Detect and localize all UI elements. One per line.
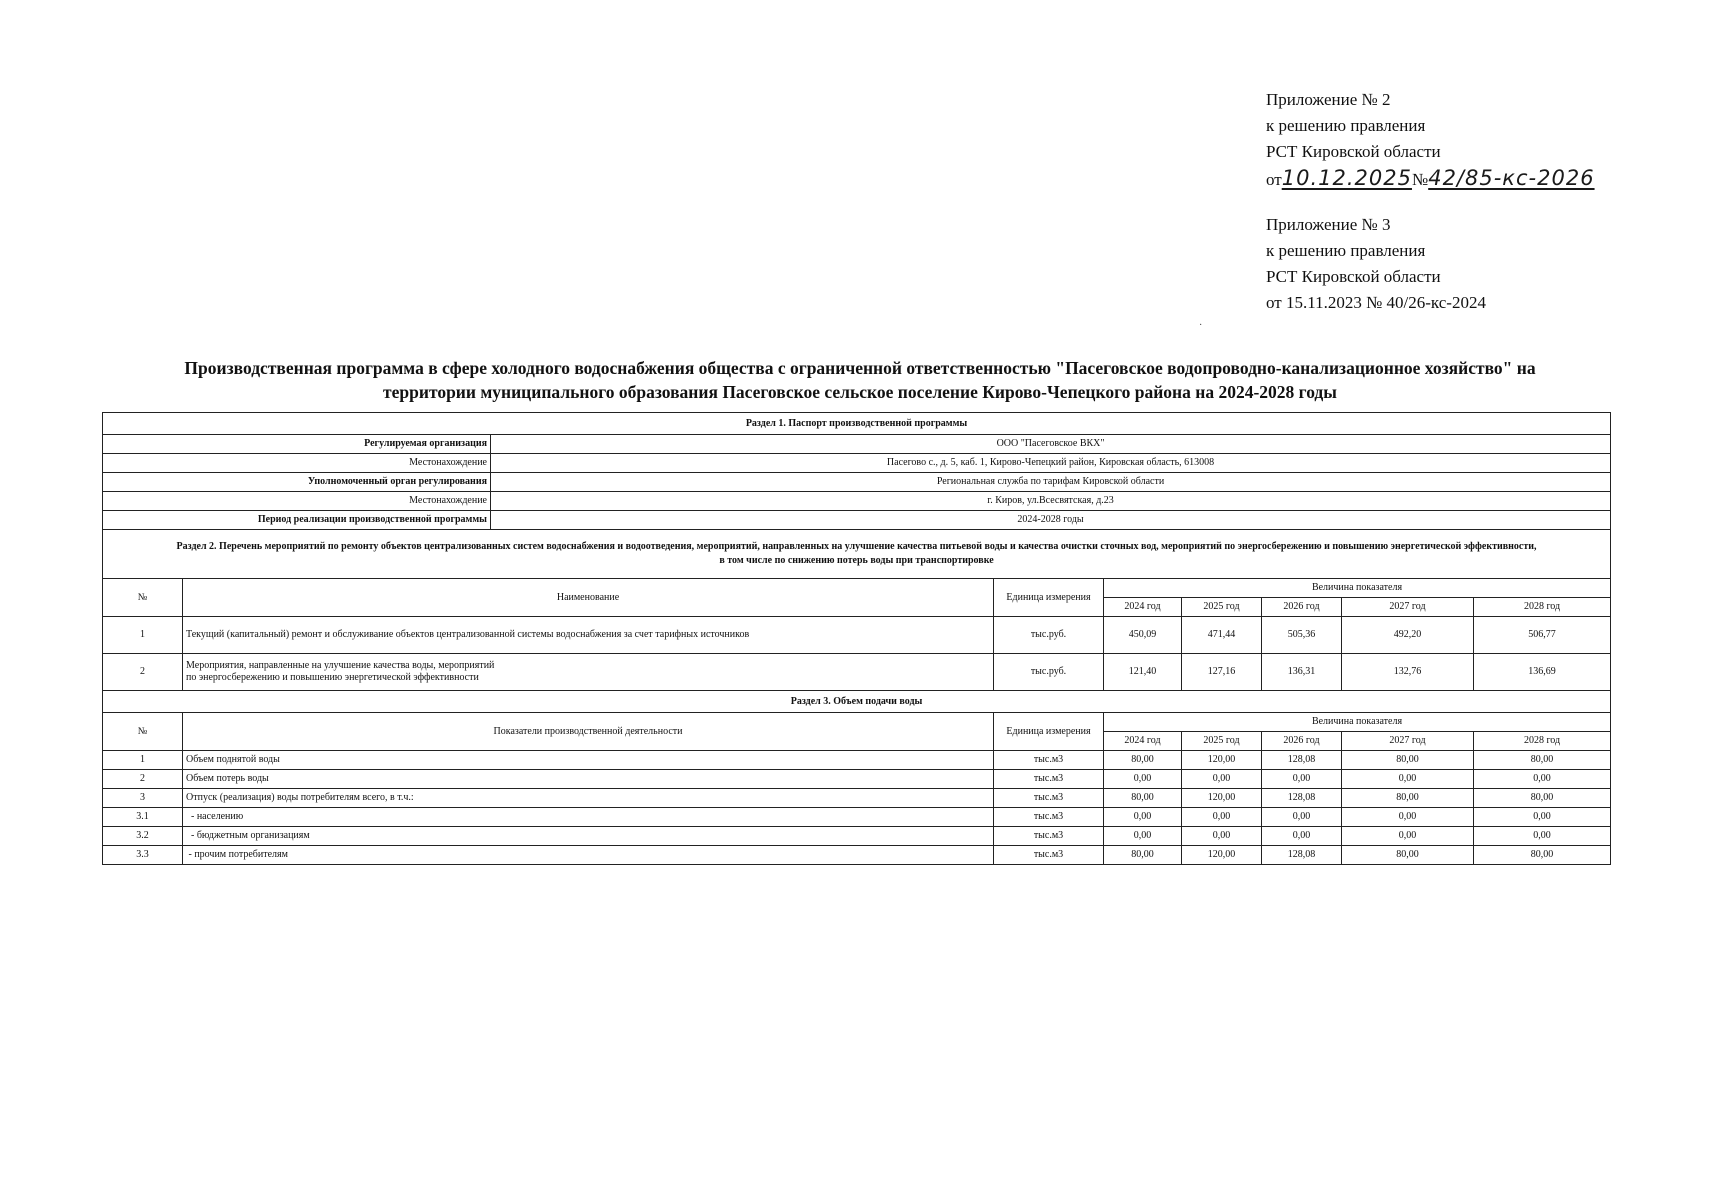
table-row: [103, 770, 1611, 789]
row-name: - прочим потребителям: [183, 846, 994, 865]
appendix-3-block: [1266, 212, 1486, 316]
row-unit: тыс.м3: [994, 827, 1104, 846]
row-value: 0,00: [1342, 827, 1474, 846]
row-value: 0,00: [1182, 770, 1262, 789]
appendix-2-handwritten-date: 10.12.2025: [1281, 166, 1412, 190]
row-value: 506,77: [1474, 617, 1611, 654]
appendix-3-date-number: от 15.11.2023 № 40/26-кс-2024: [1266, 293, 1486, 312]
appendix-2-decision: к решению правления: [1266, 116, 1426, 135]
row-value: 120,00: [1182, 751, 1262, 770]
section-2-title-line-1: Раздел 2. Перечень мероприятий по ремонту объектов централизованных систем водоснабжения и водоотведения, мероприятий, направленных на улучшение качества питьевой воды и качества очистки сточных вод, мероприятий по энергосбережению и повышению энергетической эффективности,: [176, 541, 1537, 552]
row-value: 0,00: [1182, 827, 1262, 846]
row-name-line-1: Мероприятия, направленные на улучшение качества воды, мероприятий: [186, 660, 495, 671]
document-title-line-2: территории муниципального образования Пасеговское сельское поселение Кирово-Чепецкого района на 2024-2028 годы: [383, 382, 1337, 402]
table-row: [103, 654, 1611, 691]
row-number: 3.3: [103, 846, 183, 865]
table-row: [103, 827, 1611, 846]
production-program-table: [102, 412, 1611, 865]
section-3-header-row: [103, 691, 1611, 713]
row-number: 3.2: [103, 827, 183, 846]
row-value: 80,00: [1474, 789, 1611, 808]
appendix-2-authority: РСТ Кировской области: [1266, 142, 1441, 161]
passport-label: Период реализации производственной программы: [103, 511, 491, 530]
column-header-num: №: [103, 579, 183, 617]
row-value: 0,00: [1104, 808, 1182, 827]
row-value: 0,00: [1262, 770, 1342, 789]
row-value: 0,00: [1262, 827, 1342, 846]
section-2-title: [103, 530, 1611, 579]
row-unit: тыс.м3: [994, 770, 1104, 789]
row-name-line-2: по энергосбережению и повышению энергетической эффективности: [186, 672, 479, 683]
row-number: 1: [103, 617, 183, 654]
row-value: 128,08: [1262, 846, 1342, 865]
column-header-value: Величина показателя: [1104, 579, 1611, 598]
row-number: 2: [103, 770, 183, 789]
row-value: 120,00: [1182, 789, 1262, 808]
row-value: 0,00: [1474, 827, 1611, 846]
year-header: 2027 год: [1342, 732, 1474, 751]
table-row: [103, 846, 1611, 865]
row-value: 0,00: [1182, 808, 1262, 827]
scan-dot: ·: [1199, 320, 1203, 331]
row-value: 80,00: [1342, 846, 1474, 865]
passport-value: г. Киров, ул.Всесвятская, д.23: [491, 492, 1611, 511]
row-number: 2: [103, 654, 183, 691]
row-value: 80,00: [1474, 751, 1611, 770]
row-value: 0,00: [1342, 808, 1474, 827]
row-value: 127,16: [1182, 654, 1262, 691]
year-header: 2024 год: [1104, 732, 1182, 751]
passport-value: Пасегово с., д. 5, каб. 1, Кирово-Чепецкий район, Кировская область, 613008: [491, 454, 1611, 473]
passport-label: Местонахождение: [103, 492, 491, 511]
passport-row: [103, 435, 1611, 454]
row-value: 80,00: [1342, 789, 1474, 808]
row-value: 450,09: [1104, 617, 1182, 654]
column-header-name: Показатели производственной деятельности: [183, 713, 994, 751]
passport-label: Уполномоченный орган регулирования: [103, 473, 491, 492]
document-title-line-1: Производственная программа в сфере холодного водоснабжения общества с ограниченной ответственностью "Пасеговское водопроводно-канализационное хозяйство" на: [184, 358, 1536, 378]
table-row: [103, 751, 1611, 770]
row-value: 0,00: [1104, 827, 1182, 846]
year-header: 2026 год: [1262, 732, 1342, 751]
row-name: Объем потерь воды: [183, 770, 994, 789]
appendix-2-prefix: от: [1266, 170, 1282, 189]
passport-label: Местонахождение: [103, 454, 491, 473]
column-header-unit: Единица измерения: [994, 579, 1104, 617]
appendix-2-title: Приложение № 2: [1266, 90, 1391, 109]
row-value: 120,00: [1182, 846, 1262, 865]
row-unit: тыс.м3: [994, 846, 1104, 865]
passport-value: 2024-2028 годы: [491, 511, 1611, 530]
section-3-title: Раздел 3. Объем подачи воды: [103, 691, 1611, 713]
row-value: 80,00: [1104, 846, 1182, 865]
appendix-3-title: Приложение № 3: [1266, 215, 1391, 234]
appendix-2-date-line: [1266, 165, 1595, 193]
section-3-column-header-row: [103, 713, 1611, 732]
section-2-title-line-2: в том числе по снижению потерь воды при транспортировке: [719, 555, 994, 566]
row-value: 505,36: [1262, 617, 1342, 654]
row-number: 1: [103, 751, 183, 770]
table-row: [103, 617, 1611, 654]
row-value: 0,00: [1262, 808, 1342, 827]
row-name: Объем поднятой воды: [183, 751, 994, 770]
row-value: 136,31: [1262, 654, 1342, 691]
column-header-name: Наименование: [183, 579, 994, 617]
row-value: 121,40: [1104, 654, 1182, 691]
passport-row: [103, 454, 1611, 473]
year-header: 2028 год: [1474, 598, 1611, 617]
section-2-header-row: [103, 530, 1611, 579]
row-number: 3.1: [103, 808, 183, 827]
row-value: 80,00: [1474, 846, 1611, 865]
row-value: 0,00: [1474, 770, 1611, 789]
row-value: 0,00: [1474, 808, 1611, 827]
year-header: 2025 год: [1182, 732, 1262, 751]
passport-row: [103, 473, 1611, 492]
row-value: 128,08: [1262, 789, 1342, 808]
appendix-2-handwritten-number: 42/85-кс-2026: [1428, 166, 1595, 190]
appendix-2-number-sign: №: [1411, 170, 1429, 189]
row-value: 80,00: [1104, 789, 1182, 808]
passport-label: Регулируемая организация: [103, 435, 491, 454]
row-unit: тыс.м3: [994, 789, 1104, 808]
passport-value: Региональная служба по тарифам Кировской области: [491, 473, 1611, 492]
row-value: 471,44: [1182, 617, 1262, 654]
row-value: 0,00: [1342, 770, 1474, 789]
row-value: 80,00: [1104, 751, 1182, 770]
column-header-unit: Единица измерения: [994, 713, 1104, 751]
year-header: 2024 год: [1104, 598, 1182, 617]
row-unit: тыс.м3: [994, 751, 1104, 770]
year-header: 2027 год: [1342, 598, 1474, 617]
year-header: 2025 год: [1182, 598, 1262, 617]
table-row: [103, 789, 1611, 808]
row-name: Отпуск (реализация) воды потребителям всего, в т.ч.:: [183, 789, 994, 808]
row-name: - населению: [183, 808, 994, 827]
row-name: [183, 654, 994, 691]
section-1-header-row: [103, 413, 1611, 435]
row-value: 128,08: [1262, 751, 1342, 770]
year-header: 2026 год: [1262, 598, 1342, 617]
passport-row: [103, 492, 1611, 511]
year-header: 2028 год: [1474, 732, 1611, 751]
row-unit: тыс.руб.: [994, 617, 1104, 654]
row-value: 132,76: [1342, 654, 1474, 691]
appendix-3-decision: к решению правления: [1266, 241, 1426, 260]
row-name-line-1: Текущий (капитальный) ремонт и обслуживание объектов централизованной системы водоснабжения за счет тарифных источников: [186, 629, 750, 640]
appendix-3-authority: РСТ Кировской области: [1266, 267, 1441, 286]
section-1-title: Раздел 1. Паспорт производственной программы: [103, 413, 1611, 435]
row-number: 3: [103, 789, 183, 808]
passport-value: ООО "Пасеговское ВКХ": [491, 435, 1611, 454]
appendix-2-block: [1266, 87, 1595, 193]
table-row: [103, 808, 1611, 827]
row-value: 136,69: [1474, 654, 1611, 691]
row-value: 0,00: [1104, 770, 1182, 789]
row-unit: тыс.м3: [994, 808, 1104, 827]
section-2-column-header-row: [103, 579, 1611, 598]
row-name: [183, 617, 994, 654]
row-unit: тыс.руб.: [994, 654, 1104, 691]
passport-row: [103, 511, 1611, 530]
row-value: 80,00: [1342, 751, 1474, 770]
row-value: 492,20: [1342, 617, 1474, 654]
column-header-num: №: [103, 713, 183, 751]
document-title: [90, 356, 1630, 404]
row-name: - бюджетным организациям: [183, 827, 994, 846]
column-header-value: Величина показателя: [1104, 713, 1611, 732]
